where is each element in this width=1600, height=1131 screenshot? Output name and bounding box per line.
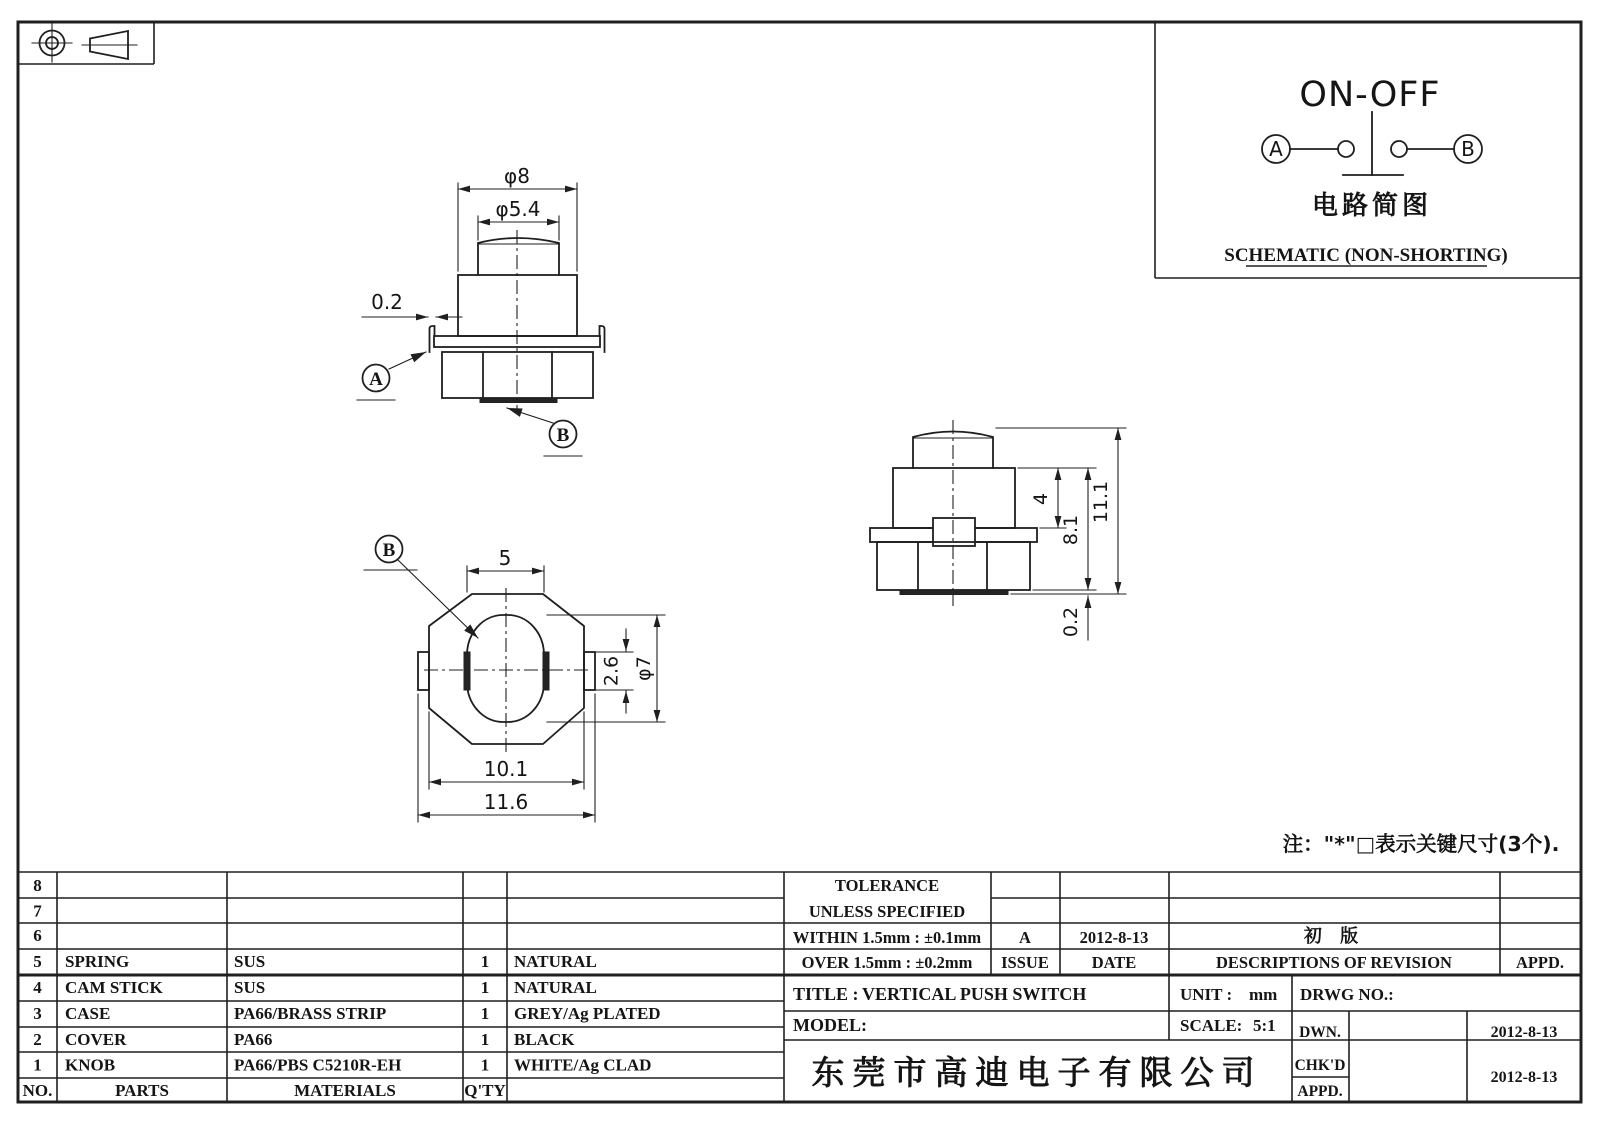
callout-b-top xyxy=(364,536,478,639)
dim-0-2-front: 0.2 xyxy=(371,290,403,314)
top-view xyxy=(364,536,665,823)
svg-text:PA66/PBS C5210R-EH: PA66/PBS C5210R-EH xyxy=(234,1055,402,1075)
dim-phi5-4: φ5.4 xyxy=(495,197,541,221)
schematic-caption-en: SCHEMATIC (NON-SHORTING) xyxy=(1224,245,1508,266)
dim-2-6: 2.6 xyxy=(600,655,623,687)
tolerance-within: WITHIN 1.5mm : ±0.1mm xyxy=(792,928,982,947)
key-dimension-note: 注："*"□表示关键尺寸(3个). xyxy=(1282,832,1560,856)
dim-11-6: 11.6 xyxy=(483,790,529,814)
revision-block xyxy=(793,876,1564,972)
contact-left-icon xyxy=(1338,141,1354,157)
drwg-no-label: DRWG NO.: xyxy=(1300,985,1394,1004)
svg-text:PA66/BRASS STRIP: PA66/BRASS STRIP xyxy=(234,1004,387,1023)
table-row-cover xyxy=(33,1030,575,1049)
dim-phi7: φ7 xyxy=(633,656,655,681)
dim-8-1: 8.1 xyxy=(1060,514,1082,546)
dim-phi8: φ8 xyxy=(504,164,530,188)
chkd-label: CHK'D xyxy=(1294,1057,1346,1074)
svg-text:BLACK: BLACK xyxy=(514,1030,575,1049)
svg-text:PA66: PA66 xyxy=(234,1030,273,1049)
base-contact-strip xyxy=(480,398,557,403)
svg-text:COVER: COVER xyxy=(65,1030,127,1049)
svg-text:SUS: SUS xyxy=(234,952,266,971)
svg-text:PARTS: PARTS xyxy=(115,1081,169,1100)
front-view xyxy=(357,164,605,456)
terminal-a-label: A xyxy=(1269,137,1283,161)
side-view xyxy=(870,420,1126,640)
table-row-case xyxy=(33,1004,660,1023)
table-header-row xyxy=(23,1081,506,1100)
svg-text:1: 1 xyxy=(480,1004,490,1023)
svg-text:WHITE/Ag CLAD: WHITE/Ag CLAD xyxy=(514,1055,652,1075)
unit-value: mm xyxy=(1249,985,1278,1004)
svg-text:MATERIALS: MATERIALS xyxy=(294,1081,396,1100)
row-no: 7 xyxy=(33,901,42,921)
svg-text:SPRING: SPRING xyxy=(65,952,130,971)
tolerance-over: OVER 1.5mm : ±0.2mm xyxy=(801,953,973,972)
circuit-diagram xyxy=(1262,112,1482,175)
scale-label: SCALE: xyxy=(1180,1016,1243,1035)
tolerance-title: TOLERANCE xyxy=(834,876,940,895)
parts-table xyxy=(23,876,661,1100)
svg-text:1: 1 xyxy=(33,1055,42,1075)
base-contact-strip xyxy=(900,590,1008,595)
revision-description: 初 版 xyxy=(1303,926,1365,947)
date-label: DATE xyxy=(1091,953,1137,972)
scale-value: 5:1 xyxy=(1253,1016,1276,1035)
issue-date: 2012-8-13 xyxy=(1079,928,1149,947)
dim-0-2-side: 0.2 xyxy=(1060,606,1082,638)
svg-text:1: 1 xyxy=(480,1030,490,1049)
svg-text:NO.: NO. xyxy=(22,1081,53,1100)
svg-text:KNOB: KNOB xyxy=(65,1055,116,1075)
chk-date: 2012-8-13 xyxy=(1490,1069,1558,1086)
dwn-date: 2012-8-13 xyxy=(1490,1024,1558,1041)
row-no: 6 xyxy=(33,926,42,945)
schematic-title: ON-OFF xyxy=(1299,75,1441,115)
tolerance-subtitle: UNLESS SPECIFIED xyxy=(808,902,966,921)
company-name: 东莞市高迪电子有限公司 xyxy=(811,1053,1263,1092)
svg-text:4: 4 xyxy=(33,978,42,997)
callout-b-front xyxy=(507,408,582,456)
svg-text:NATURAL: NATURAL xyxy=(514,978,597,997)
svg-text:CASE: CASE xyxy=(65,1004,111,1023)
issue-value: A xyxy=(1019,928,1031,947)
svg-text:5: 5 xyxy=(33,952,42,971)
projection-symbol-box xyxy=(18,22,154,64)
svg-text:2: 2 xyxy=(33,1030,42,1049)
dwn-label: DWN. xyxy=(1299,1024,1341,1041)
appd-header: APPD. xyxy=(1515,953,1565,972)
dim-4: 4 xyxy=(1030,492,1052,506)
svg-text:CAM STICK: CAM STICK xyxy=(65,978,163,997)
terminal-b-label: B xyxy=(1461,137,1475,161)
terminal-tab-right xyxy=(584,652,595,690)
revision-header: DESCRIPTIONS OF REVISION xyxy=(1216,953,1452,972)
dim-5: 5 xyxy=(498,546,512,570)
svg-text:GREY/Ag PLATED: GREY/Ag PLATED xyxy=(514,1004,661,1023)
dim-11-1: 11.1 xyxy=(1090,480,1112,524)
table-row-spring xyxy=(33,952,597,971)
callout-a xyxy=(357,352,426,400)
issue-label: ISSUE xyxy=(1001,953,1049,972)
contact-right-icon xyxy=(1391,141,1407,157)
svg-text:1: 1 xyxy=(480,1055,490,1075)
schematic-panel xyxy=(1155,22,1581,278)
row-no: 8 xyxy=(33,876,42,895)
svg-text:SUS: SUS xyxy=(234,978,266,997)
svg-text:3: 3 xyxy=(33,1004,42,1023)
table-row-knob xyxy=(33,1056,651,1075)
callout-b-label: B xyxy=(556,425,570,446)
dim-10-1: 10.1 xyxy=(483,757,529,781)
datum-target-icon xyxy=(32,24,72,62)
svg-text:1: 1 xyxy=(480,952,490,971)
terminal-tab-left xyxy=(418,652,429,690)
title-block xyxy=(793,984,1557,1100)
model-label: MODEL: xyxy=(793,1015,867,1035)
svg-text:NATURAL: NATURAL xyxy=(514,952,597,971)
callout-b-label: B xyxy=(382,540,396,561)
first-angle-projection-icon xyxy=(82,31,137,59)
appd-label: APPD. xyxy=(1297,1083,1343,1100)
title-value: VERTICAL PUSH SWITCH xyxy=(862,984,1087,1004)
schematic-caption-cn: 电路简图 xyxy=(1311,191,1433,221)
unit-label: UNIT : xyxy=(1180,985,1233,1004)
callout-a-label: A xyxy=(369,369,383,390)
table-row-cam-stick xyxy=(33,978,597,997)
title-label: TITLE : xyxy=(793,984,859,1004)
svg-text:1: 1 xyxy=(480,978,490,997)
svg-text:Q'TY: Q'TY xyxy=(464,1081,506,1100)
